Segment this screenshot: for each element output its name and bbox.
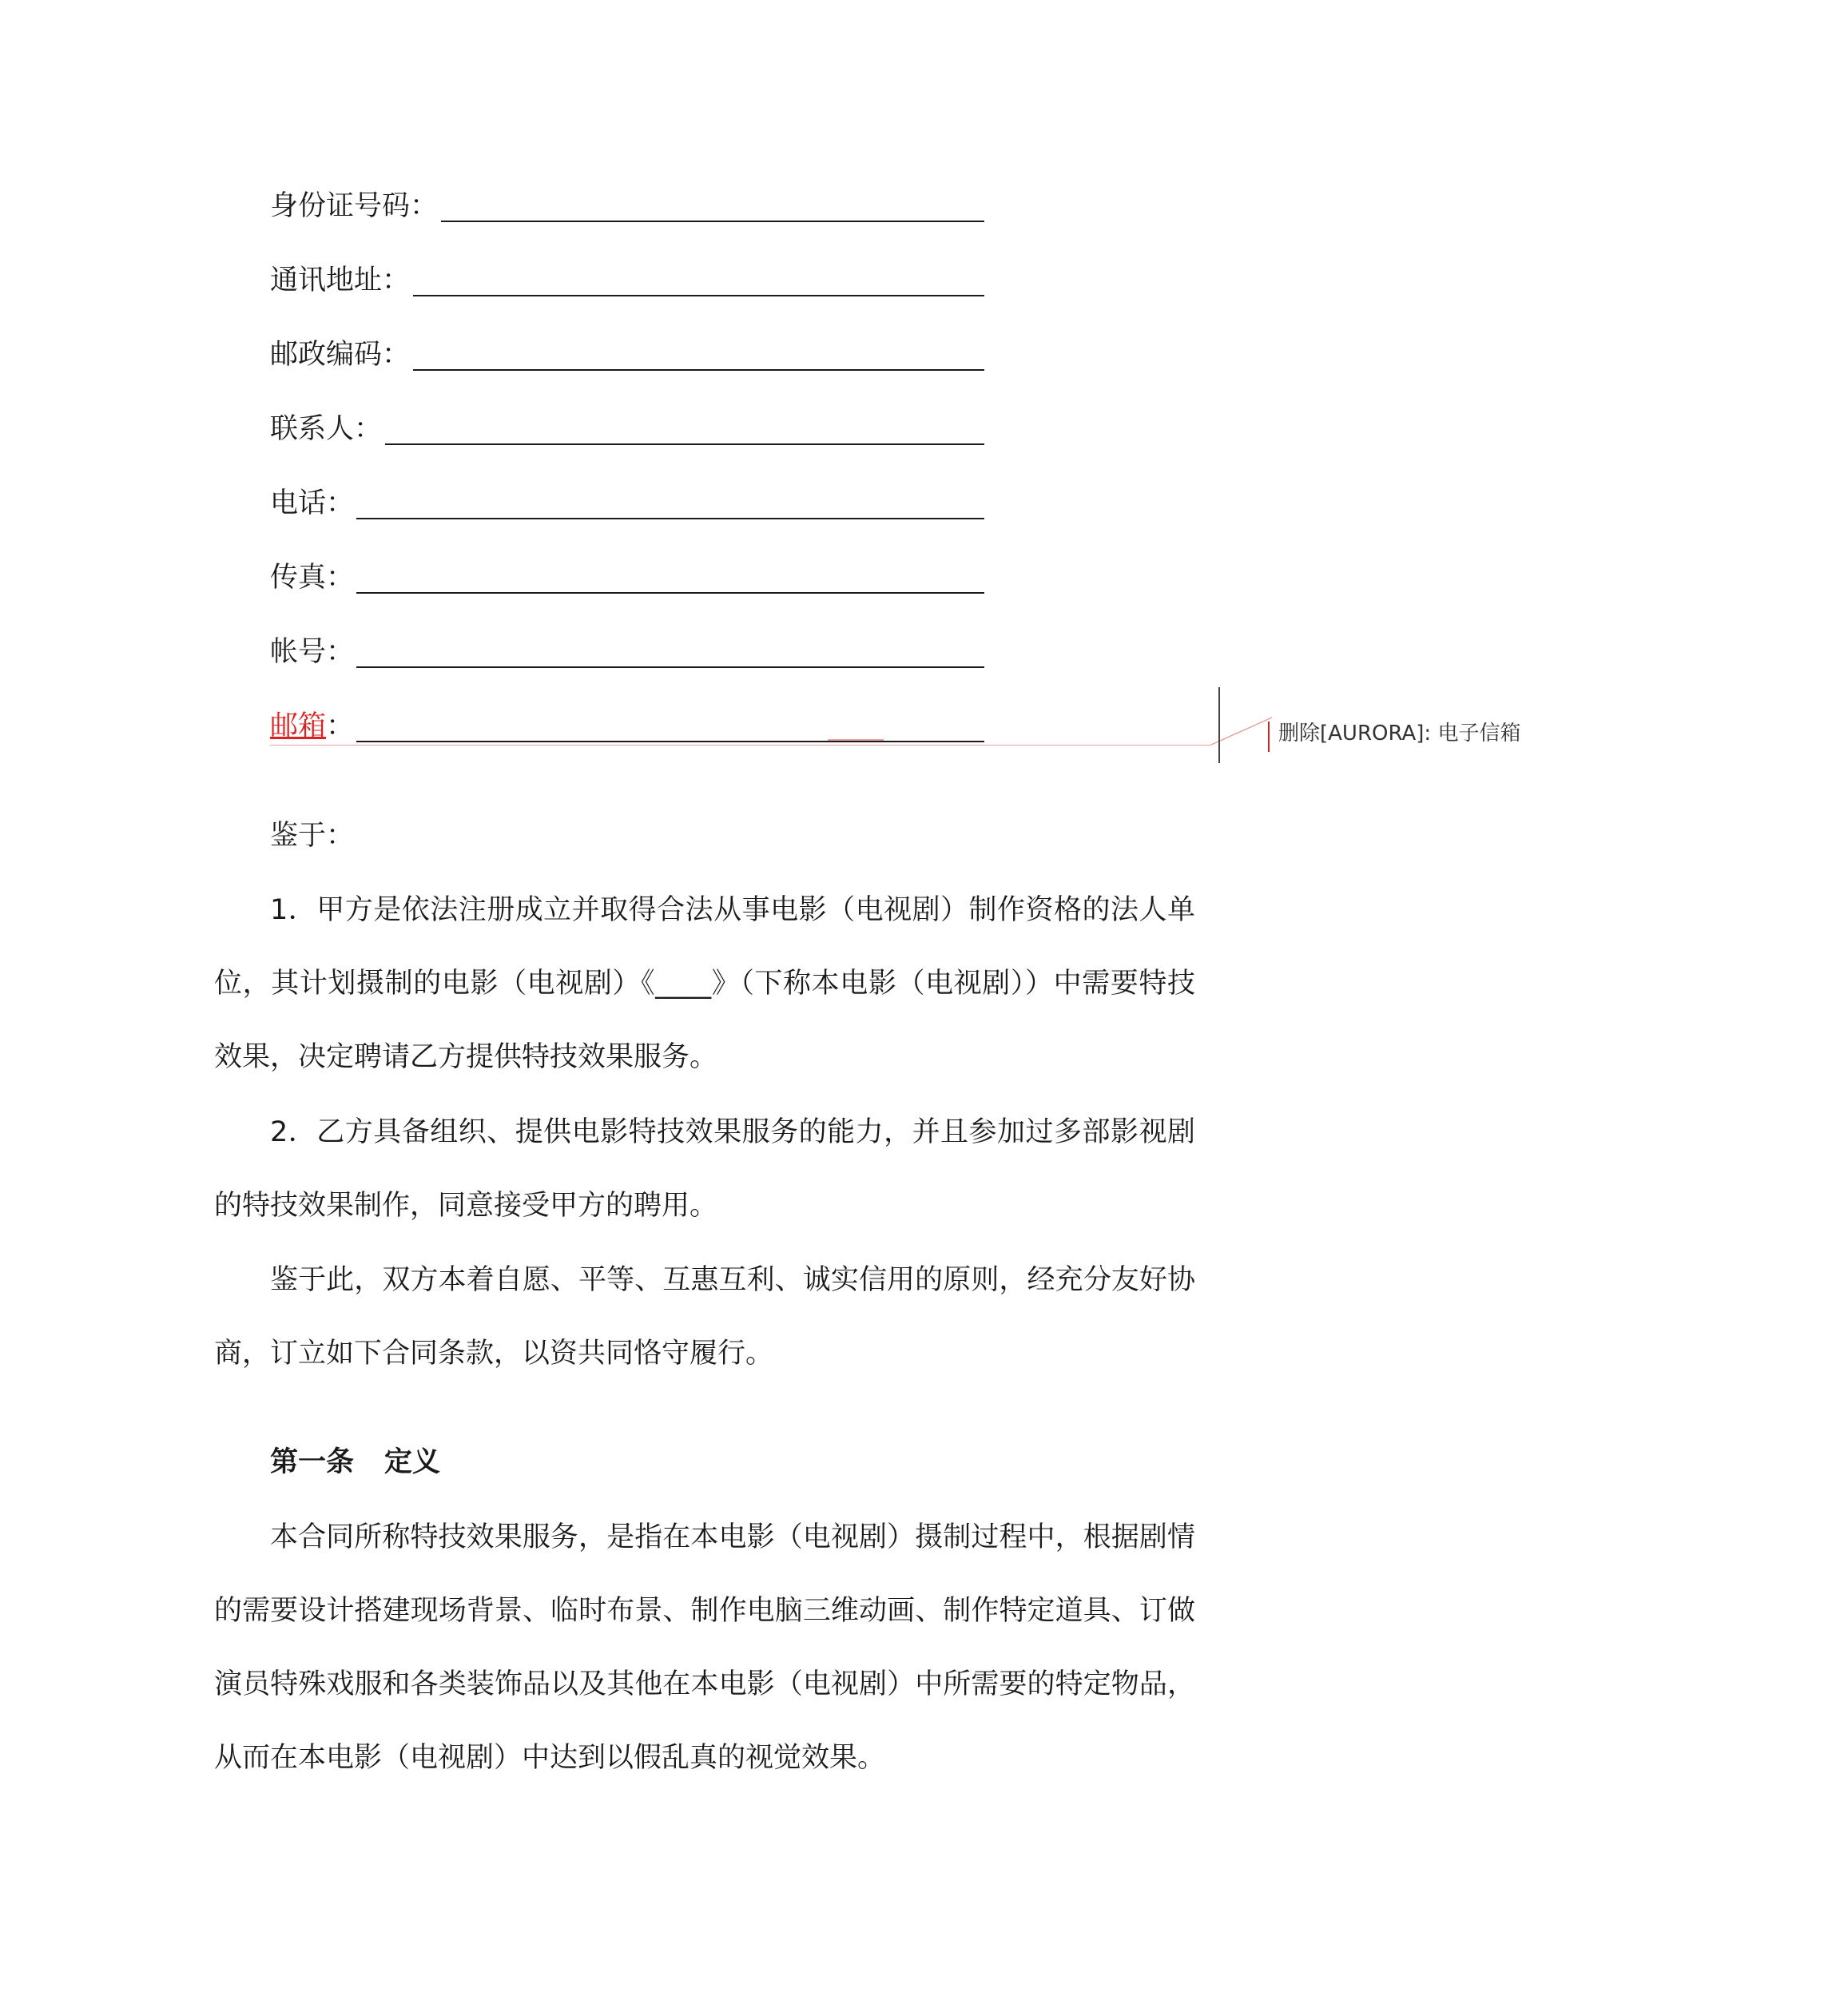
article-1-heading [270, 1438, 440, 1486]
account-row [270, 628, 354, 676]
whereas-title: 鉴于： [270, 820, 355, 852]
whereas-title-row [270, 812, 354, 860]
address-row [270, 256, 410, 304]
article-1-number: 第一条 [270, 1446, 355, 1478]
fax-label: 传真： [270, 562, 355, 594]
deletion-comment[interactable]: 删除[AURORA]: 电子信箱 [1278, 722, 1521, 746]
fax-field[interactable] [356, 592, 984, 594]
whereas-item-2: 2．乙方具备组织、提供电影特技效果服务的能力，并且参加过多部影视剧的特技效果制作，同意接受甲方的聘用。 [214, 1116, 1195, 1222]
phone-label: 电话： [270, 487, 355, 519]
phone-row [270, 479, 354, 527]
account-label: 帐号： [270, 636, 355, 668]
id-number-row [270, 182, 438, 230]
comment-marker [1268, 722, 1270, 752]
connector-diagonal-segment [1211, 718, 1272, 745]
address-label: 通讯地址： [270, 264, 411, 296]
phone-field[interactable] [356, 518, 984, 519]
contact-row [270, 405, 382, 453]
article-1-title: 定义 [384, 1446, 441, 1478]
tracked-change-mark [828, 739, 884, 741]
email-row [270, 702, 354, 750]
account-field[interactable] [356, 666, 984, 668]
comment-connector-line [270, 745, 1211, 746]
contact-field[interactable] [385, 443, 984, 445]
email-label-suffix: ： [326, 710, 355, 742]
postcode-row [270, 331, 410, 379]
article-1-body: 本合同所称特技效果服务，是指在本电影（电视剧）摄制过程中，根据剧情的需要设计搭建现场背景、临时布景、制作电脑三维动画、制作特定道具、订做演员特殊戏服和各类装饰品以及其他在本电影（电视剧）中所需要的特定物品，从而在本电影（电视剧）中达到以假乱真的视觉效果。 [214, 1521, 1195, 1774]
comment-connector-diagonal [1198, 715, 1278, 751]
email-field[interactable] [356, 741, 984, 742]
id-number-label: 身份证号码： [270, 190, 439, 222]
contact-label: 联系人： [270, 413, 383, 445]
postcode-label: 邮政编码： [270, 339, 411, 371]
address-field[interactable] [413, 295, 984, 296]
id-number-field[interactable] [441, 221, 984, 222]
whereas-item-1: 1．甲方是依法注册成立并取得合法从事电影（电视剧）制作资格的法人单位，其计划摄制的电影（电视剧）《____》（下称本电影（电视剧））中需要特技效果，决定聘请乙方提供特技效果服务。 [214, 894, 1195, 1073]
whereas-conclusion: 鉴于此，双方本着自愿、平等、互惠互利、诚实信用的原则，经充分友好协商，订立如下合同条款，以资共同恪守履行。 [214, 1264, 1195, 1370]
email-label-inserted[interactable]: 邮箱 [270, 710, 327, 742]
fax-row [270, 554, 354, 602]
postcode-field[interactable] [413, 369, 984, 371]
margin-divider [1218, 687, 1220, 763]
